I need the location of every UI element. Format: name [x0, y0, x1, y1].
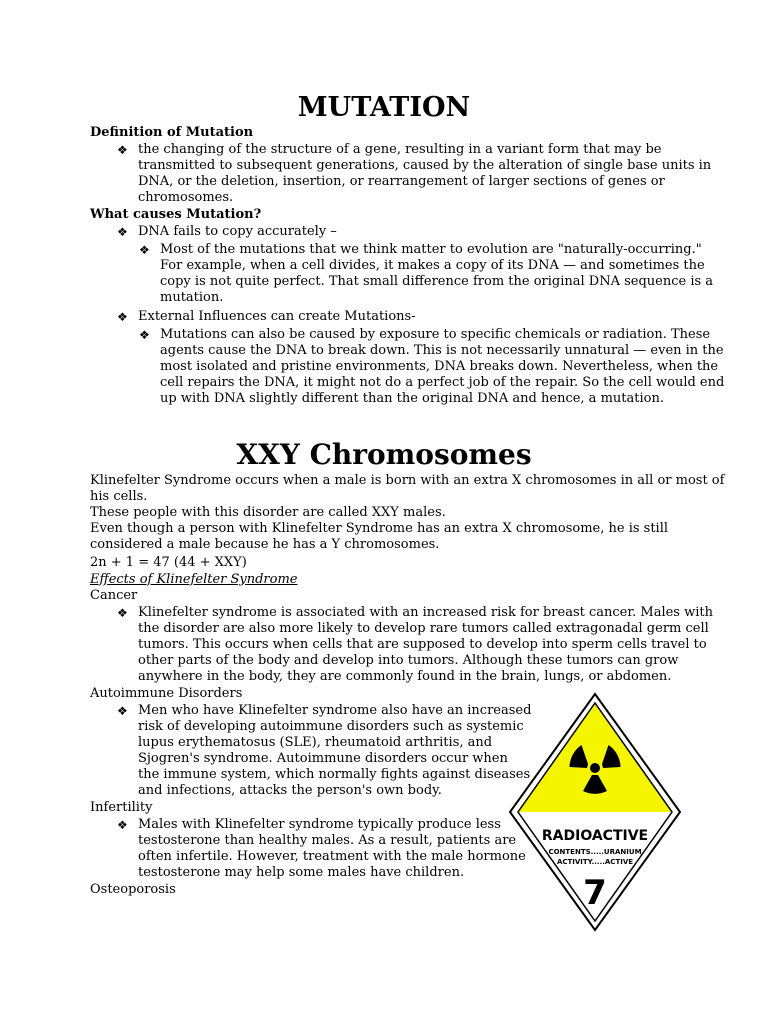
autoimmune-line: and infections, attacks the person's own body.: [138, 783, 442, 798]
cancer-heading: Cancer: [90, 588, 138, 603]
causes-heading: What causes Mutation?: [90, 207, 262, 222]
formula: 2n + 1 = 47 (44 + XXY): [90, 555, 247, 570]
xxy-title: XXY Chromosomes: [236, 438, 532, 471]
infertility-heading: Infertility: [90, 800, 153, 815]
autoimmune-line: the immune system, which normally fights against diseases: [138, 767, 531, 782]
bullet-icon: ❖: [117, 818, 128, 832]
bullet-icon: ❖: [139, 243, 150, 257]
definition-line: DNA, or the deletion, insertion, or rearrangement of larger sections of genes or: [138, 174, 665, 189]
bullet-icon: ❖: [117, 704, 128, 718]
effects-heading: Effects of Klinefelter Syndrome: [90, 572, 298, 587]
cancer-line: anywhere in the body, they are commonly found in the brain, lungs, or abdomen.: [138, 669, 672, 684]
sign-contents: CONTENTS.....URANIUM: [548, 848, 642, 856]
sign-label: RADIOACTIVE: [541, 828, 649, 844]
infertility-line: testosterone than healthy males. As a result, patients are: [138, 833, 517, 848]
cancer-line: the disorder are also more likely to develop rare tumors called extragonadal germ cell: [138, 621, 709, 636]
definition-heading: Definition of Mutation: [90, 125, 254, 140]
cancer-line: tumors. This occurs when cells that are supposed to develop into sperm cells travel to: [138, 637, 707, 652]
intro-line: considered a male because he has a Y chromosomes.: [90, 537, 440, 552]
sign-yellow-half: [517, 702, 673, 812]
cause-2-detail-line: Mutations can also be caused by exposure to specific chemicals or radiation. These: [160, 327, 711, 342]
cause-1-detail-line: Most of the mutations that we think matter to evolution are "naturally-occurring.": [160, 242, 702, 257]
radioactive-sign-image: [508, 692, 682, 932]
cause-2: External Influences can create Mutations-: [138, 309, 416, 324]
bullet-icon: ❖: [117, 225, 128, 239]
osteoporosis-heading: Osteoporosis: [90, 882, 176, 897]
definition-line: transmitted to subsequent generations, caused by the alteration of single base units in: [138, 158, 712, 173]
cancer-line: Klinefelter syndrome is associated with an increased risk for breast cancer. Males with: [138, 605, 713, 620]
autoimmune-line: Sjogren's syndrome. Autoimmune disorders occur when: [138, 751, 508, 766]
cause-1-detail-line: mutation.: [160, 290, 224, 305]
cause-1-detail-line: copy is not quite perfect. That small difference from the original DNA sequence is a: [160, 274, 714, 289]
cause-2-detail-line: up with DNA slightly different than the original DNA and hence, a mutation.: [160, 391, 664, 406]
intro-line: These people with this disorder are called XXY males.: [90, 505, 446, 520]
bullet-icon: ❖: [117, 606, 128, 620]
cause-1-detail-line: For example, when a cell divides, it makes a copy of its DNA — and sometimes the: [160, 258, 705, 273]
infertility-line: Males with Klinefelter syndrome typically produce less: [138, 817, 501, 832]
autoimmune-line: lupus erythematosus (SLE), rheumatoid arthritis, and: [138, 735, 493, 750]
sign-class-number: 7: [583, 873, 607, 913]
bullet-icon: ❖: [139, 328, 150, 342]
autoimmune-heading: Autoimmune Disorders: [90, 686, 243, 701]
bullet-icon: ❖: [117, 143, 128, 157]
autoimmune-line: Men who have Klinefelter syndrome also have an increased: [138, 703, 532, 718]
intro-line: Even though a person with Klinefelter Syndrome has an extra X chromosome, he is still: [90, 521, 669, 536]
cancer-line: other parts of the body and develop into tumors. Although these tumors can grow: [138, 653, 679, 668]
intro-line: his cells.: [90, 489, 148, 504]
autoimmune-line: risk of developing autoimmune disorders such as systemic: [138, 719, 524, 734]
bullet-icon: ❖: [117, 310, 128, 324]
infertility-line: often infertile. However, treatment with the male hormone: [138, 849, 526, 864]
infertility-line: testosterone may help some males have children.: [138, 865, 465, 880]
cause-1: DNA fails to copy accurately –: [138, 224, 337, 239]
intro-line: Klinefelter Syndrome occurs when a male is born with an extra X chromosomes in all or most of: [90, 473, 725, 488]
cause-2-detail-line: cell repairs the DNA, it might not do a perfect job of the repair. So the cell would end: [160, 375, 725, 390]
sign-activity: ACTIVITY.....ACTIVE: [556, 858, 634, 866]
cause-2-detail-line: most isolated and pristine environments, DNA breaks down. Nevertheless, when the: [160, 359, 719, 374]
cause-2-detail-line: agents cause the DNA to break down. This is not necessarily unnatural — even in the: [160, 343, 724, 358]
mutation-title: MUTATION: [297, 92, 471, 123]
definition-line: chromosomes.: [138, 190, 234, 205]
definition-line: the changing of the structure of a gene, resulting in a variant form that may be: [138, 142, 662, 157]
